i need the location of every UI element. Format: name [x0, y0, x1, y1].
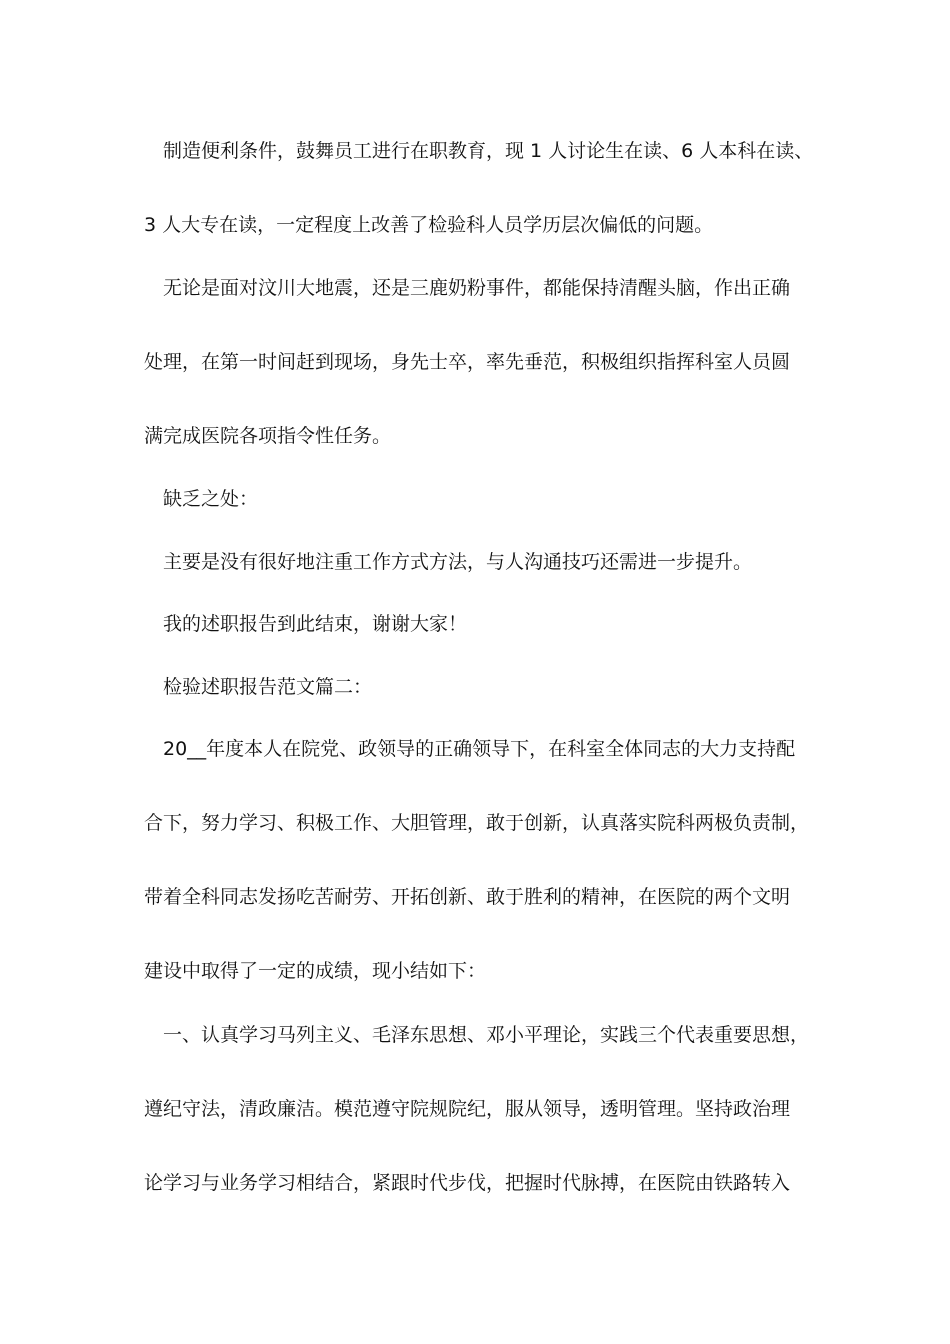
paragraph-line: 一、认真学习马列主义、毛泽东思想、邓小平理论，实践三个代表重要思想，	[163, 1024, 810, 1046]
paragraph-line: 论学习与业务学习相结合，紧跟时代步伐，把握时代脉搏，在医院由铁路转入	[144, 1172, 791, 1194]
paragraph-line: 制造便利条件，鼓舞员工进行在职教育，现 1 人讨论生在读、6 人本科在读、	[163, 140, 814, 162]
paragraph-line: 建设中取得了一定的成绩，现小结如下：	[144, 960, 487, 982]
section-heading: 检验述职报告范文篇二：	[163, 676, 373, 698]
paragraph-line: 无论是面对汶川大地震，还是三鹿奶粉事件，都能保持清醒头脑，作出正确	[163, 277, 791, 299]
paragraph-line: 合下，努力学习、积极工作、大胆管理，敢于创新，认真落实院科两极负责制，	[144, 812, 810, 834]
paragraph-line: 缺乏之处：	[163, 488, 259, 510]
paragraph-line: 20__年度本人在院党、政领导的正确领导下，在科室全体同志的大力支持配	[163, 738, 796, 760]
paragraph-line: 3 人大专在读，一定程度上改善了检验科人员学历层次偏低的问题。	[144, 214, 714, 236]
paragraph-line: 主要是没有很好地注重工作方式方法，与人沟通技巧还需进一步提升。	[163, 551, 753, 573]
paragraph-line: 我的述职报告到此结束，谢谢大家！	[163, 613, 468, 635]
paragraph-line: 带着全科同志发扬吃苦耐劳、开拓创新、敢于胜利的精神，在医院的两个文明	[144, 886, 791, 908]
paragraph-line: 处理，在第一时间赶到现场，身先士卒，率先垂范，积极组织指挥科室人员圆	[144, 351, 791, 373]
paragraph-line: 遵纪守法，清政廉洁。模范遵守院规院纪，服从领导，透明管理。坚持政治理	[144, 1098, 791, 1120]
paragraph-line: 满完成医院各项指令性任务。	[144, 425, 392, 447]
